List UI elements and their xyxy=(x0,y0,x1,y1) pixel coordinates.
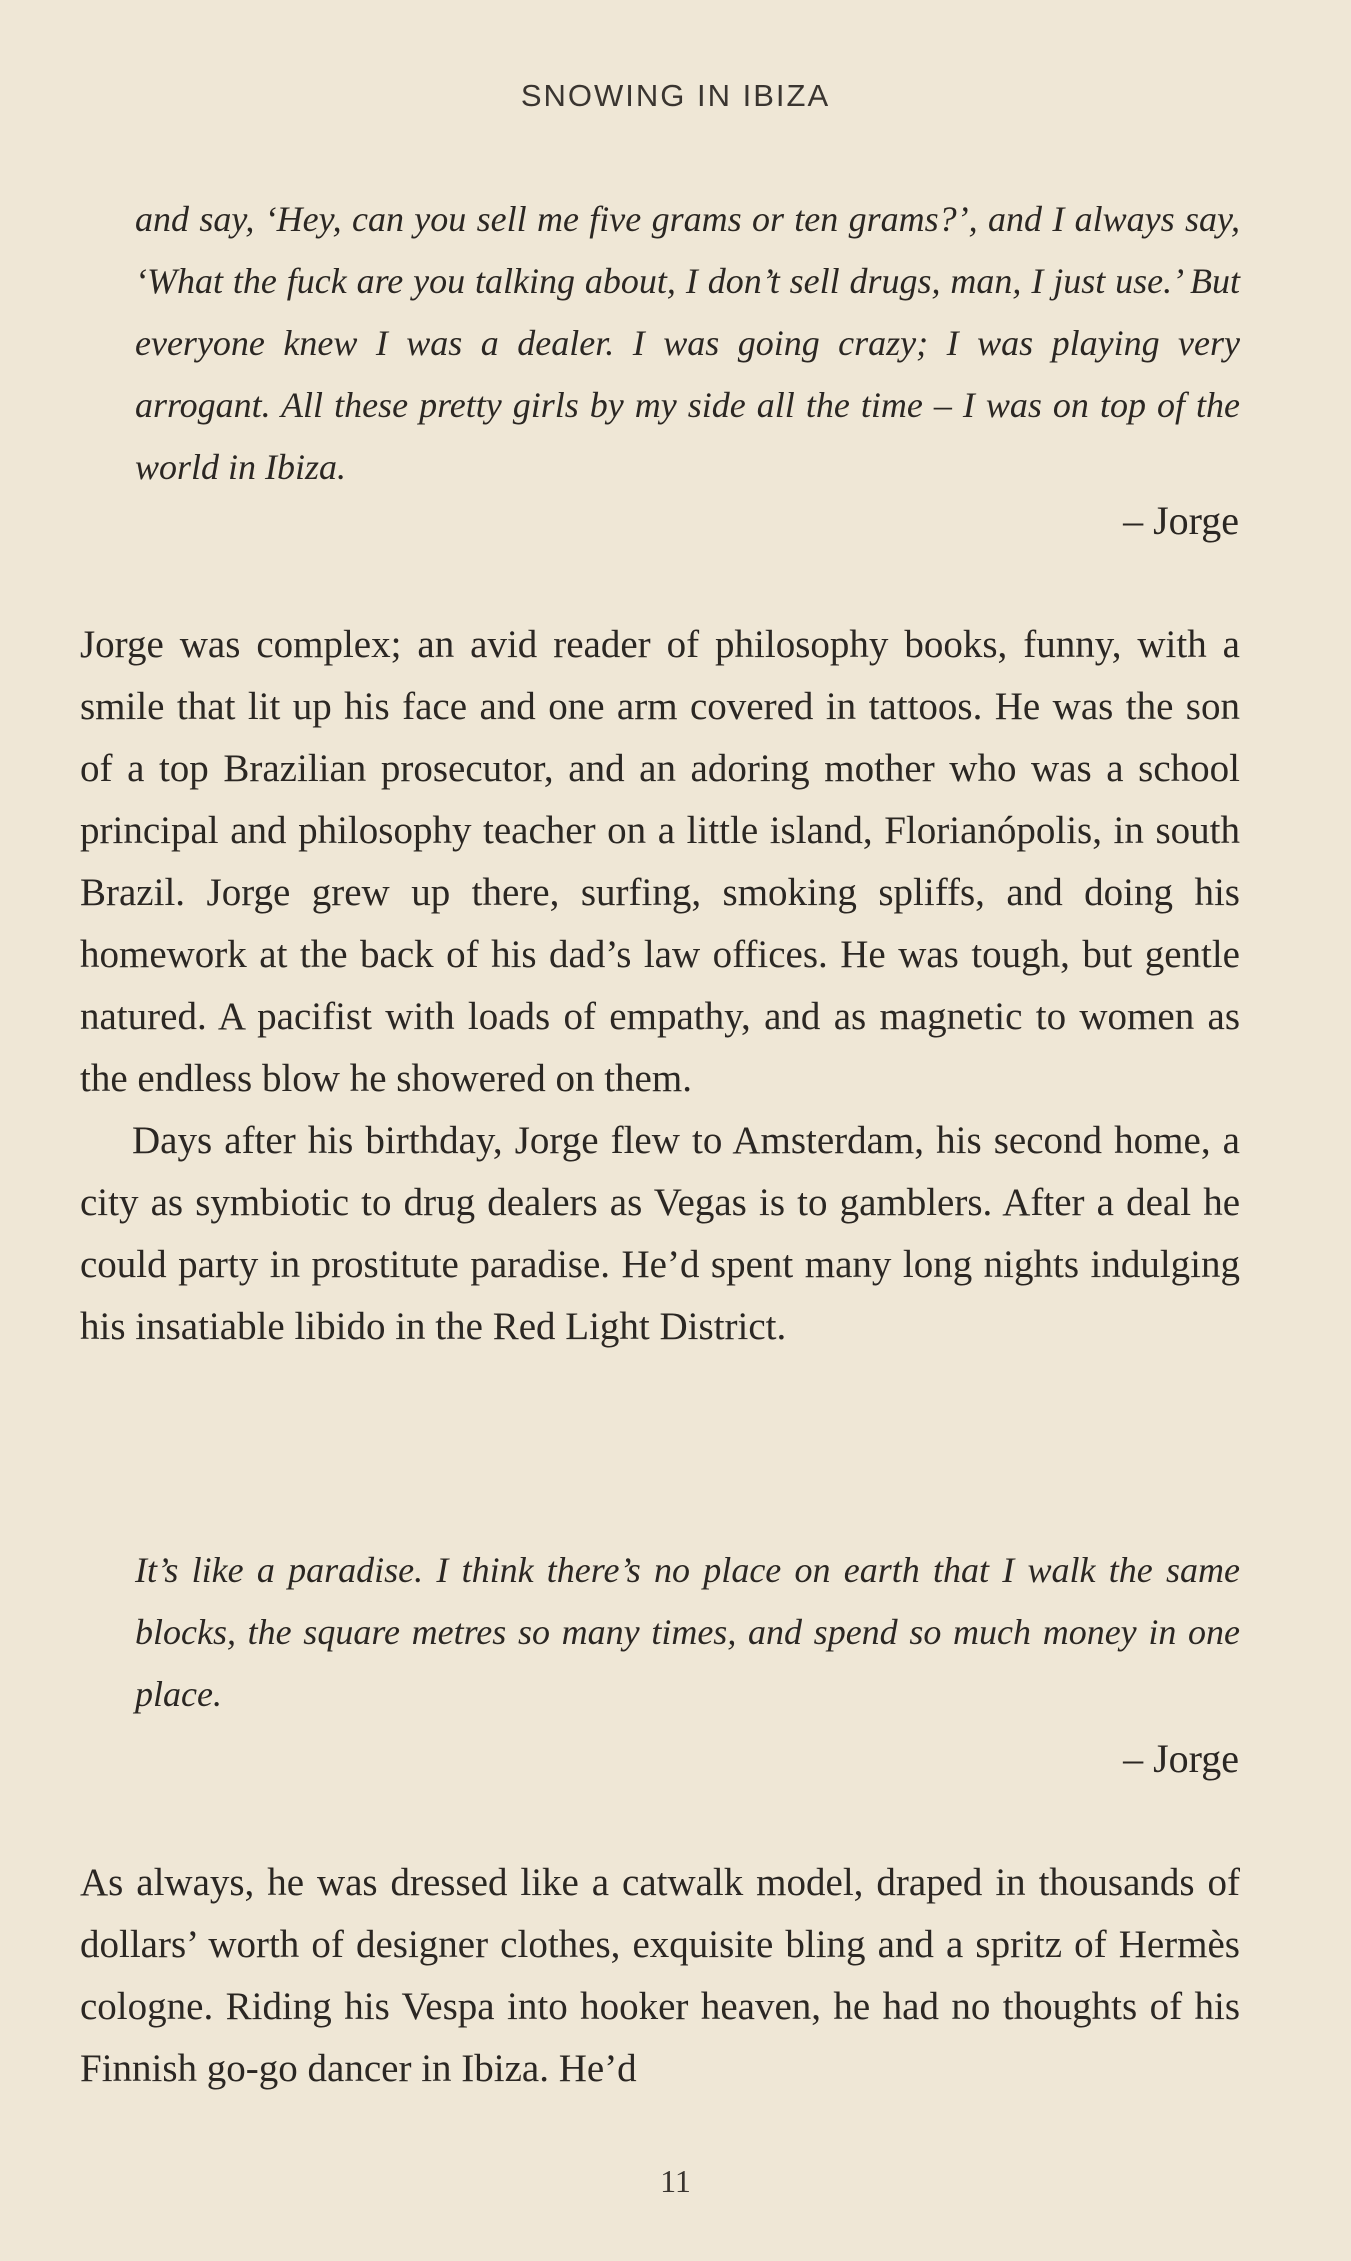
paragraph: As always, he was dressed like a catwalk model, draped in thousands of dollars’ worth of designer clothes, exquisite bling and a spritz of Hermès cologne. Riding his Vespa into hooker heaven, he had no thoughts of his Finnish go-go dancer in Ibiza. He’d xyxy=(80,1861,1240,2090)
paragraph: Jorge was complex; an avid reader of philosophy books, funny, with a smile that lit up his face and one arm covered in tattoos. He was the son of a top Brazilian prosecutor, and an adoring mother who was a school principal and philosophy teacher on a little island, Florianópolis, in south Brazil. Jorge grew up there, surfing, smoking spliffs, and doing his homework at the back of his dad’s law offices. He was tough, but gentle natured. A pacifist with loads of empathy, and as magnetic to women as the endless blow he showered on them. xyxy=(80,623,1240,1100)
running-head: SNOWING IN IBIZA xyxy=(520,78,831,113)
epigraph-quote-2: It’s like a paradise. I think there’s no place on earth that I walk the same blocks, the square metres so many times, and spend so much money in one place. xyxy=(135,1550,1240,1714)
body-text-1 xyxy=(80,614,1240,1358)
epigraph-quote-1: and say, ‘Hey, can you sell me five grams or ten grams?’, and I always say, ‘What the fuck are you talking about, I don’t sell drugs, man, I just use.’ But everyone knew I was a dealer. I was going crazy; I was playing very arrogant. All these pretty girls by my side all the time – I was on top of the world in Ibiza. xyxy=(135,199,1240,487)
quote-2-attribution: – Jorge xyxy=(1123,1736,1239,1781)
paragraph: Days after his birthday, Jorge flew to Amsterdam, his second home, a city as symbiotic to drug dealers as Vegas is to gamblers. After a deal he could party in prostitute paradise. He’d spent many long nights indulging his insatiable libido in the Red Light District. xyxy=(80,1119,1240,1348)
body-text-2 xyxy=(80,1852,1240,2100)
quote-1-attribution: – Jorge xyxy=(1123,498,1239,543)
page-number: 11 xyxy=(660,2163,691,2199)
